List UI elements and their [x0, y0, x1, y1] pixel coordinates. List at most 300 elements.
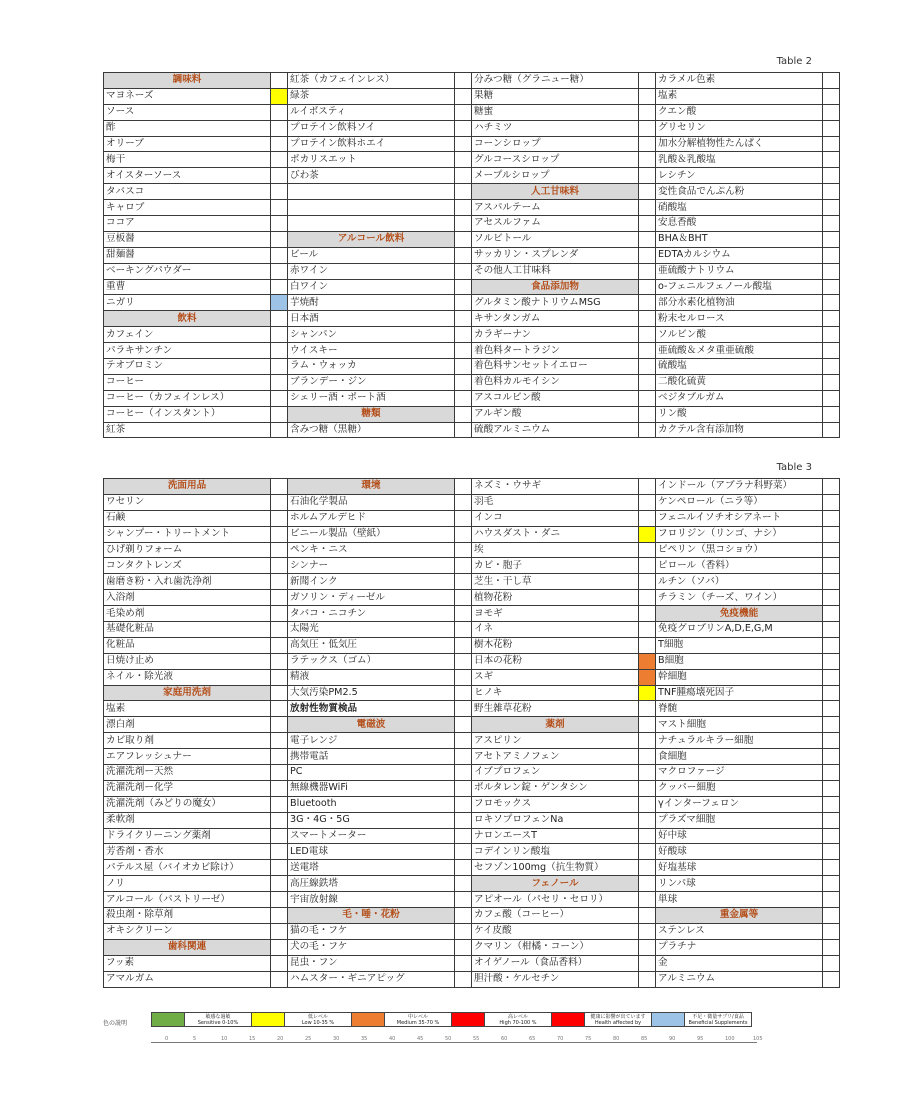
marker-cell	[271, 390, 288, 406]
category-header: 環境	[288, 479, 455, 495]
item-cell: ピペリン（黒コショウ）	[656, 542, 823, 558]
marker-cell	[823, 263, 840, 279]
level-marker	[639, 669, 656, 685]
item-cell: 日焼け止め	[104, 653, 271, 669]
item-cell: 化粧品	[104, 637, 271, 653]
item-cell: 精液	[288, 669, 455, 685]
category-header: 飲料	[104, 311, 271, 327]
legend-label-ja: 高レベル	[507, 1014, 528, 1020]
marker-cell	[455, 494, 472, 510]
legend-label-en: Medium 35-70 %	[396, 1020, 440, 1026]
item-cell: アピオール（パセリ・セロリ）	[472, 892, 639, 908]
marker-cell	[823, 311, 840, 327]
marker-cell	[639, 311, 656, 327]
marker-cell	[823, 812, 840, 828]
item-cell: イブプロフェン	[472, 765, 639, 781]
marker-cell	[639, 574, 656, 590]
marker-cell	[639, 637, 656, 653]
marker-cell	[455, 637, 472, 653]
marker-cell	[639, 860, 656, 876]
marker-cell	[639, 765, 656, 781]
category-header: 食品添加物	[472, 279, 639, 295]
marker-cell	[271, 812, 288, 828]
item-cell: 硝酸塩	[656, 200, 823, 216]
category-header: 重金属等	[656, 908, 823, 924]
item-cell: インコ	[472, 510, 639, 526]
marker-cell	[455, 812, 472, 828]
marker-cell	[271, 152, 288, 168]
marker-cell	[823, 892, 840, 908]
legend-scale-tick: 60	[501, 1036, 508, 1042]
marker-cell	[455, 780, 472, 796]
marker-cell	[271, 876, 288, 892]
marker-cell	[639, 200, 656, 216]
item-cell: ビニール製品（壁紙）	[288, 526, 455, 542]
marker-cell	[639, 733, 656, 749]
table-row	[104, 558, 840, 574]
item-cell: グルタミン酸ナトリウムMSG	[472, 295, 639, 311]
item-cell: 安息香酸	[656, 216, 823, 232]
marker-cell	[455, 717, 472, 733]
item-cell: 着色料カルモイシン	[472, 374, 639, 390]
table-row	[104, 73, 840, 89]
marker-cell	[271, 733, 288, 749]
item-cell: タバスコ	[104, 184, 271, 200]
marker-cell	[455, 168, 472, 184]
item-cell: 高圧線鉄塔	[288, 876, 455, 892]
item-cell: アセトアミノフェン	[472, 749, 639, 765]
marker-cell	[823, 733, 840, 749]
item-cell: 白ワイン	[288, 279, 455, 295]
marker-cell	[271, 104, 288, 120]
item-cell: ホルムアルデヒド	[288, 510, 455, 526]
item-cell: タバコ・ニコチン	[288, 606, 455, 622]
legend-swatch	[452, 1013, 485, 1027]
item-cell: リン酸	[656, 406, 823, 422]
item-cell: 二酸化硫黄	[656, 374, 823, 390]
marker-cell	[455, 184, 472, 200]
marker-cell	[823, 653, 840, 669]
marker-cell	[823, 796, 840, 812]
marker-cell	[455, 844, 472, 860]
legend-label-en: Beneficial Supplements	[688, 1020, 748, 1026]
marker-cell	[823, 542, 840, 558]
marker-cell	[639, 184, 656, 200]
marker-cell	[271, 422, 288, 438]
marker-cell	[455, 327, 472, 343]
item-cell: クマリン（柑橘・コーン）	[472, 939, 639, 955]
item-cell: アスコルビン酸	[472, 390, 639, 406]
marker-cell	[823, 73, 840, 89]
marker-cell	[271, 955, 288, 971]
table-row	[104, 479, 840, 495]
legend-scale-tick: 80	[613, 1036, 620, 1042]
table-row	[104, 590, 840, 606]
item-cell: コーヒー（カフェインレス）	[104, 390, 271, 406]
table-row	[104, 844, 840, 860]
legend-scale-line	[151, 1042, 757, 1043]
item-cell: 硫酸塩	[656, 359, 823, 375]
marker-cell	[271, 327, 288, 343]
marker-cell	[639, 231, 656, 247]
marker-cell	[455, 152, 472, 168]
marker-cell	[455, 374, 472, 390]
color-legend	[103, 1012, 839, 1052]
item-cell: ルチン（ソバ）	[656, 574, 823, 590]
table-row	[104, 685, 840, 701]
marker-cell	[455, 73, 472, 89]
marker-cell	[639, 295, 656, 311]
marker-cell	[455, 422, 472, 438]
marker-cell	[271, 923, 288, 939]
item-cell: 電子レンジ	[288, 733, 455, 749]
marker-cell	[455, 200, 472, 216]
legend-label-ja: 敏感な過敏	[205, 1014, 231, 1020]
marker-cell	[455, 971, 472, 987]
marker-cell	[823, 749, 840, 765]
table-row	[104, 971, 840, 987]
item-cell: ノリ	[104, 876, 271, 892]
marker-cell	[823, 685, 840, 701]
table-row	[104, 828, 840, 844]
marker-cell	[271, 653, 288, 669]
legend-label-en: Sensitive 0-10%	[197, 1020, 239, 1026]
item-cell: ひげ剃りフォーム	[104, 542, 271, 558]
item-cell: 乳酸＆乳酸塩	[656, 152, 823, 168]
item-cell: ニガリ	[104, 295, 271, 311]
item-cell: コーヒー（インスタント）	[104, 406, 271, 422]
marker-cell	[455, 390, 472, 406]
marker-cell	[823, 406, 840, 422]
item-cell: フロリジン（リンゴ、ナシ）	[656, 526, 823, 542]
item-cell: マヨネーズ	[104, 88, 271, 104]
legend-scale-tick: 10	[221, 1036, 228, 1042]
marker-cell	[271, 374, 288, 390]
marker-cell	[455, 526, 472, 542]
legend-label	[685, 1013, 752, 1027]
item-cell: ペンキ・ニス	[288, 542, 455, 558]
item-cell: 高気圧・低気圧	[288, 637, 455, 653]
item-cell: 3G・4G・5G	[288, 812, 455, 828]
legend-scale-tick: 65	[529, 1036, 536, 1042]
item-cell: ヨモギ	[472, 606, 639, 622]
item-cell: ハムスター・ギニアピッグ	[288, 971, 455, 987]
item-cell: プロテイン飲料ソイ	[288, 120, 455, 136]
table-row	[104, 908, 840, 924]
marker-cell	[639, 892, 656, 908]
item-cell: マスト細胞	[656, 717, 823, 733]
item-cell: カビ・胞子	[472, 558, 639, 574]
marker-cell	[271, 590, 288, 606]
legend-scale-tick: 40	[389, 1036, 396, 1042]
marker-cell	[823, 216, 840, 232]
legend-label-en: Health affected by	[594, 1020, 642, 1026]
item-cell: 亜硫酸ナトリウム	[656, 263, 823, 279]
marker-cell	[639, 701, 656, 717]
item-cell: 分みつ糖（グラニュー糖）	[472, 73, 639, 89]
table-row	[104, 263, 840, 279]
marker-cell	[455, 311, 472, 327]
item-cell: キサンタンガム	[472, 311, 639, 327]
item-cell: アセスルファム	[472, 216, 639, 232]
marker-cell	[639, 939, 656, 955]
table-row	[104, 152, 840, 168]
marker-cell	[823, 860, 840, 876]
marker-cell	[823, 590, 840, 606]
marker-cell	[271, 701, 288, 717]
item-cell: PC	[288, 765, 455, 781]
item-cell: 送電塔	[288, 860, 455, 876]
item-cell: プラズマ細胞	[656, 812, 823, 828]
item-cell: ベーキングパウダー	[104, 263, 271, 279]
item-cell: 変性食品でんぷん粉	[656, 184, 823, 200]
table-row	[104, 231, 840, 247]
marker-cell	[639, 136, 656, 152]
legend-scale-tick: 75	[585, 1036, 592, 1042]
item-cell: ハウスダスト・ダニ	[472, 526, 639, 542]
table-row	[104, 168, 840, 184]
table-row	[104, 606, 840, 622]
item-cell: オイスターソース	[104, 168, 271, 184]
marker-cell	[271, 558, 288, 574]
marker-cell	[455, 765, 472, 781]
table-row	[104, 622, 840, 638]
table-row	[104, 136, 840, 152]
table-row	[104, 88, 840, 104]
marker-cell	[271, 406, 288, 422]
marker-cell	[455, 136, 472, 152]
marker-cell	[455, 860, 472, 876]
item-cell: 羽毛	[472, 494, 639, 510]
marker-cell	[455, 216, 472, 232]
item-cell: ドライクリーニング薬剤	[104, 828, 271, 844]
marker-cell	[271, 184, 288, 200]
category-header: 電磁波	[288, 717, 455, 733]
marker-cell	[271, 247, 288, 263]
marker-cell	[271, 574, 288, 590]
marker-cell	[823, 765, 840, 781]
legend-label	[185, 1013, 252, 1027]
legend-label	[585, 1013, 652, 1027]
item-cell: 塩素	[104, 701, 271, 717]
marker-cell	[455, 701, 472, 717]
legend-scale-tick: 50	[445, 1036, 452, 1042]
marker-cell	[639, 479, 656, 495]
marker-cell	[455, 606, 472, 622]
item-cell: 太陽光	[288, 622, 455, 638]
item-cell: 洗濯洗剤ー天然	[104, 765, 271, 781]
legend-scale-tick: 15	[249, 1036, 256, 1042]
marker-cell	[271, 311, 288, 327]
marker-cell	[639, 327, 656, 343]
marker-cell	[639, 780, 656, 796]
marker-cell	[455, 828, 472, 844]
item-cell: 食細胞	[656, 749, 823, 765]
marker-cell	[455, 749, 472, 765]
category-header: 免疫機能	[656, 606, 823, 622]
item-cell: 入浴剤	[104, 590, 271, 606]
item-cell	[288, 184, 455, 200]
category-header: アルコール飲料	[288, 231, 455, 247]
legend-scale-tick: 85	[641, 1036, 648, 1042]
item-cell: コーヒー	[104, 374, 271, 390]
item-cell: 日本酒	[288, 311, 455, 327]
item-cell: Bluetooth	[288, 796, 455, 812]
item-cell: ビール	[288, 247, 455, 263]
marker-cell	[455, 574, 472, 590]
marker-cell	[823, 844, 840, 860]
item-cell: アルコール（パストリーゼ）	[104, 892, 271, 908]
item-cell: 石鹸	[104, 510, 271, 526]
marker-cell	[271, 860, 288, 876]
item-cell: ブランデー・ジン	[288, 374, 455, 390]
item-cell: BHA＆BHT	[656, 231, 823, 247]
level-marker	[639, 685, 656, 701]
table-row	[104, 669, 840, 685]
table-row	[104, 574, 840, 590]
item-cell: ラテックス（ゴム）	[288, 653, 455, 669]
table-row	[104, 494, 840, 510]
item-cell: 植物花粉	[472, 590, 639, 606]
item-cell: 洗濯洗剤（みどりの魔女）	[104, 796, 271, 812]
marker-cell	[455, 279, 472, 295]
item-cell: 亜硫酸＆メタ重亜硫酸	[656, 343, 823, 359]
marker-cell	[639, 168, 656, 184]
table-row	[104, 939, 840, 955]
item-cell: 赤ワイン	[288, 263, 455, 279]
item-cell: γインターフェロン	[656, 796, 823, 812]
table-row	[104, 120, 840, 136]
table-row	[104, 653, 840, 669]
item-cell: ナチュラルキラー細胞	[656, 733, 823, 749]
item-cell: 粉末セルロース	[656, 311, 823, 327]
item-cell: 樹木花粉	[472, 637, 639, 653]
item-cell: ステンレス	[656, 923, 823, 939]
category-header: 調味料	[104, 73, 271, 89]
item-cell: ベジタブルガム	[656, 390, 823, 406]
item-cell: 漂白剤	[104, 717, 271, 733]
marker-cell	[271, 494, 288, 510]
marker-cell	[271, 542, 288, 558]
marker-cell	[823, 104, 840, 120]
marker-cell	[455, 295, 472, 311]
table-row	[104, 876, 840, 892]
table3-caption: Table 3	[776, 462, 812, 473]
legend-scale-tick: 25	[305, 1036, 312, 1042]
marker-cell	[455, 231, 472, 247]
level-marker	[639, 526, 656, 542]
item-cell: グリセリン	[656, 120, 823, 136]
item-cell: エアフレッシュナー	[104, 749, 271, 765]
item-cell: スギ	[472, 669, 639, 685]
item-cell: T細胞	[656, 637, 823, 653]
table-row	[104, 343, 840, 359]
table-row	[104, 279, 840, 295]
level-marker	[271, 88, 288, 104]
item-cell: カフェイン	[104, 327, 271, 343]
item-cell: 好塩基球	[656, 860, 823, 876]
marker-cell	[823, 152, 840, 168]
legend-label-en: Low 10-35 %	[301, 1020, 335, 1026]
item-cell: 緑茶	[288, 88, 455, 104]
marker-cell	[455, 622, 472, 638]
item-cell: カクテル含有添加物	[656, 422, 823, 438]
marker-cell	[823, 374, 840, 390]
legend-scale-tick: 5	[193, 1036, 197, 1042]
marker-cell	[639, 971, 656, 987]
category-header: 歯科関連	[104, 939, 271, 955]
item-cell: 新聞インク	[288, 574, 455, 590]
item-cell: 放射性物質検品	[288, 701, 455, 717]
marker-cell	[271, 479, 288, 495]
item-cell: 脊髄	[656, 701, 823, 717]
item-cell: カラメル色素	[656, 73, 823, 89]
marker-cell	[823, 971, 840, 987]
table-row	[104, 422, 840, 438]
table-row	[104, 295, 840, 311]
item-cell: フッ素	[104, 955, 271, 971]
marker-cell	[271, 136, 288, 152]
item-cell: クッパー細胞	[656, 780, 823, 796]
item-cell: ルイボスティ	[288, 104, 455, 120]
marker-cell	[271, 637, 288, 653]
category-header: 洗面用品	[104, 479, 271, 495]
item-cell: 石油化学製品	[288, 494, 455, 510]
marker-cell	[271, 343, 288, 359]
legend-label-en: High 70-100 %	[499, 1020, 537, 1026]
marker-cell	[639, 279, 656, 295]
item-cell: 携帯電話	[288, 749, 455, 765]
marker-cell	[639, 828, 656, 844]
item-cell: フロモックス	[472, 796, 639, 812]
item-cell: 加水分解植物性たんぱく	[656, 136, 823, 152]
category-header: 家庭用洗剤	[104, 685, 271, 701]
table-row	[104, 923, 840, 939]
table-row	[104, 765, 840, 781]
table-row	[104, 526, 840, 542]
marker-cell	[823, 717, 840, 733]
table-row	[104, 374, 840, 390]
item-cell: マクロファージ	[656, 765, 823, 781]
item-cell: 金	[656, 955, 823, 971]
item-cell: オイゲノール（食品香料）	[472, 955, 639, 971]
table-row	[104, 247, 840, 263]
item-cell: 野生雑草花粉	[472, 701, 639, 717]
marker-cell	[271, 844, 288, 860]
item-cell: 幹細胞	[656, 669, 823, 685]
marker-cell	[639, 390, 656, 406]
marker-cell	[271, 685, 288, 701]
marker-cell	[823, 327, 840, 343]
item-cell: サッカリン・スプレンダ	[472, 247, 639, 263]
item-cell: シャンパン	[288, 327, 455, 343]
item-cell: ラム・ウォッカ	[288, 359, 455, 375]
marker-cell	[823, 279, 840, 295]
item-cell: 重曹	[104, 279, 271, 295]
item-cell: 宇宙放射線	[288, 892, 455, 908]
legend-swatch	[352, 1013, 385, 1027]
item-cell: ロキソプロフェンNa	[472, 812, 639, 828]
marker-cell	[455, 876, 472, 892]
table-row	[104, 200, 840, 216]
marker-cell	[271, 73, 288, 89]
marker-cell	[639, 844, 656, 860]
legend-swatch	[552, 1013, 585, 1027]
legend-label	[485, 1013, 552, 1027]
marker-cell	[823, 422, 840, 438]
marker-cell	[823, 622, 840, 638]
table-row	[104, 184, 840, 200]
